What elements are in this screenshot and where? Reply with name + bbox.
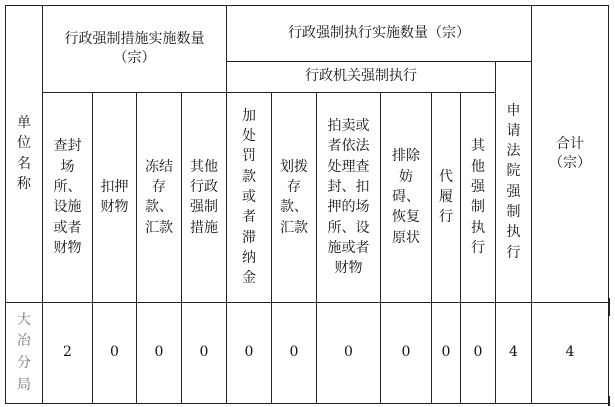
freeze-deposits-header: 冻结 存 款、 汇款 — [137, 93, 182, 303]
value-cell: 0 — [182, 303, 227, 404]
value-cell: 0 — [461, 303, 496, 404]
seize-property-header: 扣押 财物 — [93, 93, 137, 303]
value-cell: 0 — [317, 303, 381, 404]
total-header: 合计 （宗） — [532, 6, 609, 303]
value-cell: 4 — [496, 303, 532, 404]
remove-obstruction-header: 排除 妨 碍、 恢复 原状 — [381, 93, 432, 303]
value-cell: 0 — [93, 303, 137, 404]
coercive-measures-group-header: 行政强制措施实施数量 （宗） — [43, 6, 227, 93]
value-cell: 0 — [432, 303, 461, 404]
coercive-execution-group-header: 行政强制执行实施数量（宗） — [227, 6, 532, 62]
value-cell: 0 — [227, 303, 272, 404]
auction-seized-property-header: 拍卖或 者依法 处理查 封、扣 押的场 所、设 施或者 财物 — [317, 93, 381, 303]
table-row — [6, 303, 609, 404]
apply-court-execution-header: 申 请 法 院 强 制 执 行 — [496, 62, 532, 303]
unit-name-cell: 大 冶 分 局 — [6, 303, 43, 404]
value-cell: 0 — [381, 303, 432, 404]
other-execution-header: 其 他 强 制 执 行 — [461, 93, 496, 303]
value-cell: 2 — [43, 303, 93, 404]
value-cell: 0 — [137, 303, 182, 404]
value-cell: 0 — [272, 303, 317, 404]
enforcement-stats-table-container — [5, 5, 609, 404]
other-measures-header: 其他 行政 强制 措施 — [182, 93, 227, 303]
unit-name-header: 单 位 名 称 — [6, 6, 43, 303]
table-edge-mark — [608, 298, 610, 316]
table-edge-mark — [608, 396, 610, 406]
agency-execution-header: 行政机关强制执行 — [227, 62, 496, 93]
transfer-deposits-header: 划拨 存 款、 汇款 — [272, 93, 317, 303]
substitute-performance-header: 代 履 行 — [432, 93, 461, 303]
additional-fines-header: 加 处 罚 款 或 者 滞 纳 金 — [227, 93, 272, 303]
enforcement-stats-table — [5, 5, 609, 404]
seal-premises-header: 查封 场 所、 设施 或者 财物 — [43, 93, 93, 303]
total-value-cell: 4 — [532, 303, 609, 404]
